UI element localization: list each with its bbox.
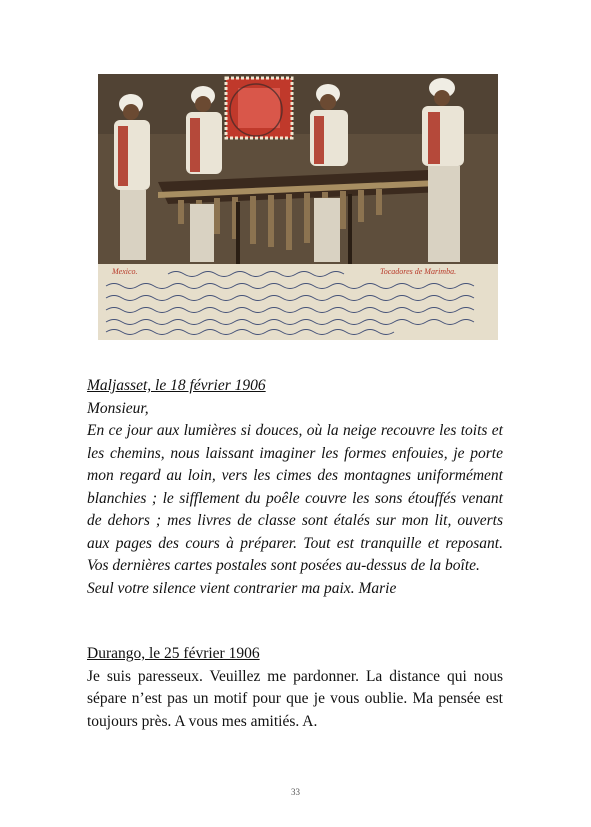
postcard-caption-right: Tocadores de Marimba. (380, 267, 457, 276)
letter-body: En ce jour aux lumières si douces, où la neige recouvre les toits et les chemins, nous laissant imaginer les formes enfouies, je porte mon regard au loin, vers les cimes des montagnes uniformément blanchies ; le sifflement du poêle couvre les sons étouffés venant de dehors ; mes livres de classe sont étalés sur mon lit, ouverts aux pages des cours à préparer. Tout est tranquille et reposant. Vos dernières cartes postales sont posées au-dessus de la boîte. (87, 422, 503, 574)
letter-reply (87, 643, 503, 733)
postcard-image (98, 74, 498, 340)
letter-heading: Durango, le 25 février 1906 (87, 645, 260, 662)
letter-body: Je suis paresseux. Veuillez me pardonner. La distance qui nous sépare n’est pas un motif pour que je vous oublie. Ma pensée est toujours près. A vous mes amitiés. A. (87, 667, 503, 730)
page-number: 33 (291, 787, 300, 797)
letter-heading: Maljasset, le 18 février 1906 (87, 377, 266, 394)
letter-salutation: Monsieur, (87, 399, 149, 417)
postcard-caption-left: Mexico. (112, 267, 138, 276)
letter-marie (87, 375, 503, 600)
postage-stamp (226, 78, 292, 138)
letter-closing: Seul votre silence vient contrarier ma paix. Marie (87, 579, 397, 597)
marimba-players-illustration (98, 74, 498, 340)
